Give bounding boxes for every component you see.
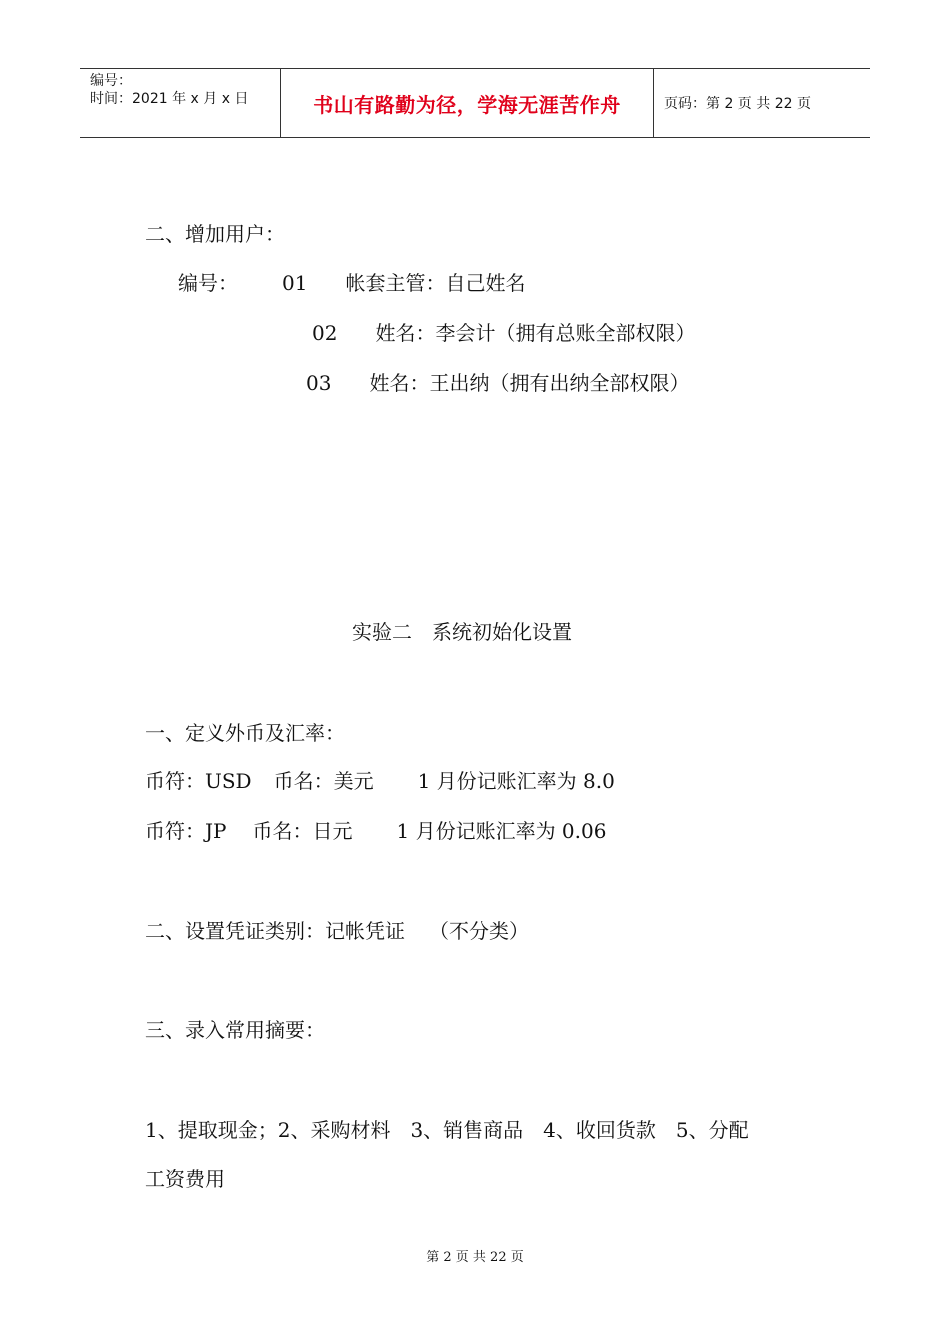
summary-line-2: 工资费用	[145, 1167, 225, 1191]
header-motto-cell	[281, 69, 654, 137]
user-row-1	[178, 271, 525, 295]
summary-line-1: 1、提取现金；2、采购材料 3、销售商品 4、收回货款 5、分配	[145, 1118, 749, 1142]
date-label: 时间：2021 年 x 月 x 日	[90, 91, 249, 107]
currency-name: 币名：日元	[252, 819, 353, 843]
currency-name: 币名：美元	[273, 769, 374, 793]
currency-rate: 1 月份记账汇率为 8.0	[417, 769, 615, 793]
summary-heading: 三、录入常用摘要：	[145, 1018, 325, 1042]
user-desc: 姓名：王出纳（拥有出纳全部权限）	[369, 371, 690, 395]
motto: 书山有路勤为径，学海无涯苦作舟	[313, 92, 621, 117]
user-row-3	[306, 371, 689, 395]
currency-rate: 1 月份记账汇率为 0.06	[396, 819, 607, 843]
user-code: 02	[312, 321, 338, 345]
document-header	[80, 68, 870, 138]
voucher-note: （不分类）	[429, 919, 529, 943]
voucher-text: 二、设置凭证类别：记帐凭证	[145, 919, 405, 943]
currency-row-usd	[145, 769, 615, 793]
user-code: 01	[282, 271, 308, 295]
user-number-prefix: 编号：	[178, 271, 238, 295]
page-footer: 第 2 页 共 22 页	[426, 1250, 524, 1265]
header-page-cell	[654, 69, 870, 137]
header-left-cell	[80, 69, 281, 137]
user-desc: 帐套主管：自己姓名	[345, 271, 526, 295]
currency-row-jp	[145, 819, 606, 843]
voucher-line	[145, 919, 529, 943]
currency-heading: 一、定义外币及汇率：	[145, 721, 345, 745]
users-heading: 二、增加用户：	[145, 222, 285, 246]
page-info: 页码：第 2 页 共 22 页	[664, 96, 811, 112]
currency-symbol: 币符：USD	[145, 769, 252, 793]
experiment-title: 实验二 系统初始化设置	[352, 620, 572, 644]
user-row-2	[312, 321, 695, 345]
user-code: 03	[306, 371, 332, 395]
currency-symbol: 币符：JP	[145, 819, 227, 843]
number-label: 编号：	[90, 73, 132, 89]
user-desc: 姓名：李会计（拥有总账全部权限）	[375, 321, 696, 345]
